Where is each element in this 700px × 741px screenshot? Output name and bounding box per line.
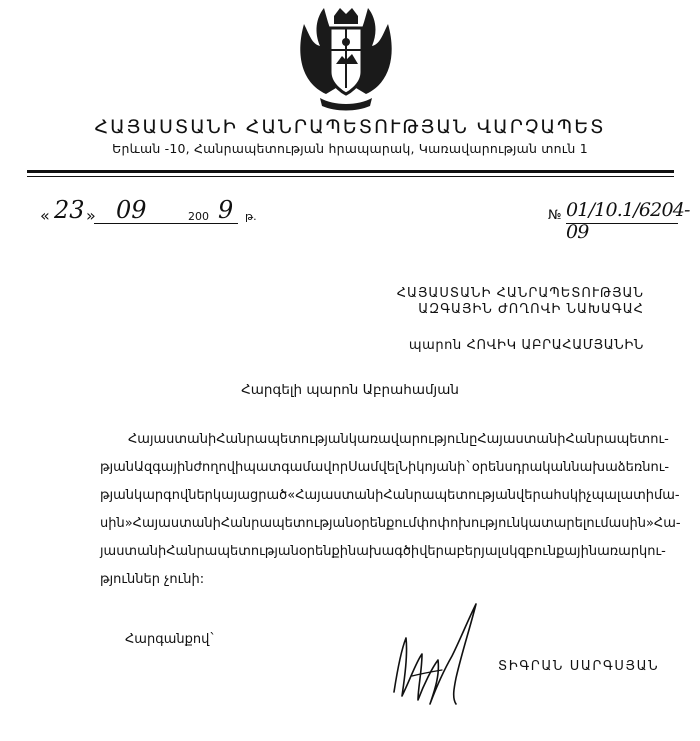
body-word: թյան [100,488,135,503]
body-word: առարկու- [597,544,666,559]
body-word: Նիկոյանի` [398,460,472,475]
body-word: Ազգային [134,460,194,475]
header-divider-thin [27,176,674,177]
date-year-suffix: 9 [218,196,234,224]
body-word: Հանրապետության [216,432,349,447]
body-word: կարգով [134,488,189,503]
date-month: 09 [116,196,147,224]
body-word: սին» [100,516,133,531]
coat-of-arms-emblem [290,2,402,112]
body-word: պալատի [591,488,655,503]
body-word: Հայաստանի [477,432,566,447]
recipient-name: պարոն ՀՈՎԻԿ ԱԲՐԱՀԱՄՅԱՆԻՆ [408,338,644,353]
body-word: կատարելու [520,516,601,531]
body-word: Հայաստանի [132,516,221,531]
recipient-block [397,286,644,318]
closing: Հարգանքով` [125,632,216,647]
date-quote-open: « [40,206,50,225]
body-word: «Հայաստանի [287,488,384,503]
body-line [128,432,669,450]
body-word: օրենսդրական [471,460,572,475]
body-word: մա- [654,488,680,503]
recipient-line-2: ԱԶԳԱՅԻՆ ԺՈՂՈՎԻ ՆԱԽԱԳԱՀ [418,302,644,317]
body-word: վերաբերյալ [419,544,502,559]
body-word: մասին» [600,516,654,531]
body-word: նախագծի [347,544,420,559]
body-line-last: թյուններ չունի: [100,572,205,587]
handwritten-signature [372,596,492,716]
body-word: վերահսկիչ [516,488,592,503]
body-line [100,460,670,478]
body-word: փոփոխություն [416,516,521,531]
document-number-prefix: № [548,208,562,223]
body-word: Հանրապետության [166,544,299,559]
body-word: նախաձեռնու- [571,460,670,475]
recipient-line-1: ՀԱՅԱՍՏԱՆԻ ՀԱՆՐԱՊԵՏՈՒԹՅԱՆ [396,286,644,301]
body-word: պատգամավոր [243,460,349,475]
body-word: Սամվել [348,460,399,475]
body-line [100,516,681,534]
body-word: կառավարությունը [348,432,478,447]
body-word: Հա- [653,516,681,531]
header-divider-thick [27,170,674,173]
body-word: օրենքի [298,544,348,559]
body-word: Հանրապետության [220,516,354,531]
body-word: ժողովի [193,460,244,475]
date-day: 23 [54,196,85,224]
letterhead-title: ՀԱՅԱՍՏԱՆԻ ՀԱՆՐԱՊԵՏՈՒԹՅԱՆ ՎԱՐՉԱՊԵՏ [94,116,606,138]
date-month-underline [94,223,218,224]
document-number: 01/10.1/6204-09 [566,199,690,243]
body-word: սկզբունքային [501,544,598,559]
date-year-prefix: 200 [188,210,209,223]
body-line [100,544,666,562]
body-word: Հանրապետու- [565,432,669,447]
body-word: յաստանի [100,544,167,559]
signer-name: ՏԻԳՐԱՆ ՍԱՐԳՍՅԱՆ [498,659,660,674]
body-line [100,488,680,506]
date-quote-close: » [86,206,96,225]
body-word: թյան [100,460,135,475]
salutation: Հարգելի պարոն Աբրահամյան [241,382,459,398]
body-word: օրենքում [353,516,417,531]
body-word: Հանրապետության [383,488,516,503]
body-word: ներկայացրած [188,488,288,503]
body-word: Հայաստանի [128,432,217,447]
date-line [40,196,690,243]
letterhead-address: Երևան -10, Հանրապետության հրապարակ, Կառավարության տուն 1 [112,141,588,156]
date-year-unit: թ. [245,210,257,223]
